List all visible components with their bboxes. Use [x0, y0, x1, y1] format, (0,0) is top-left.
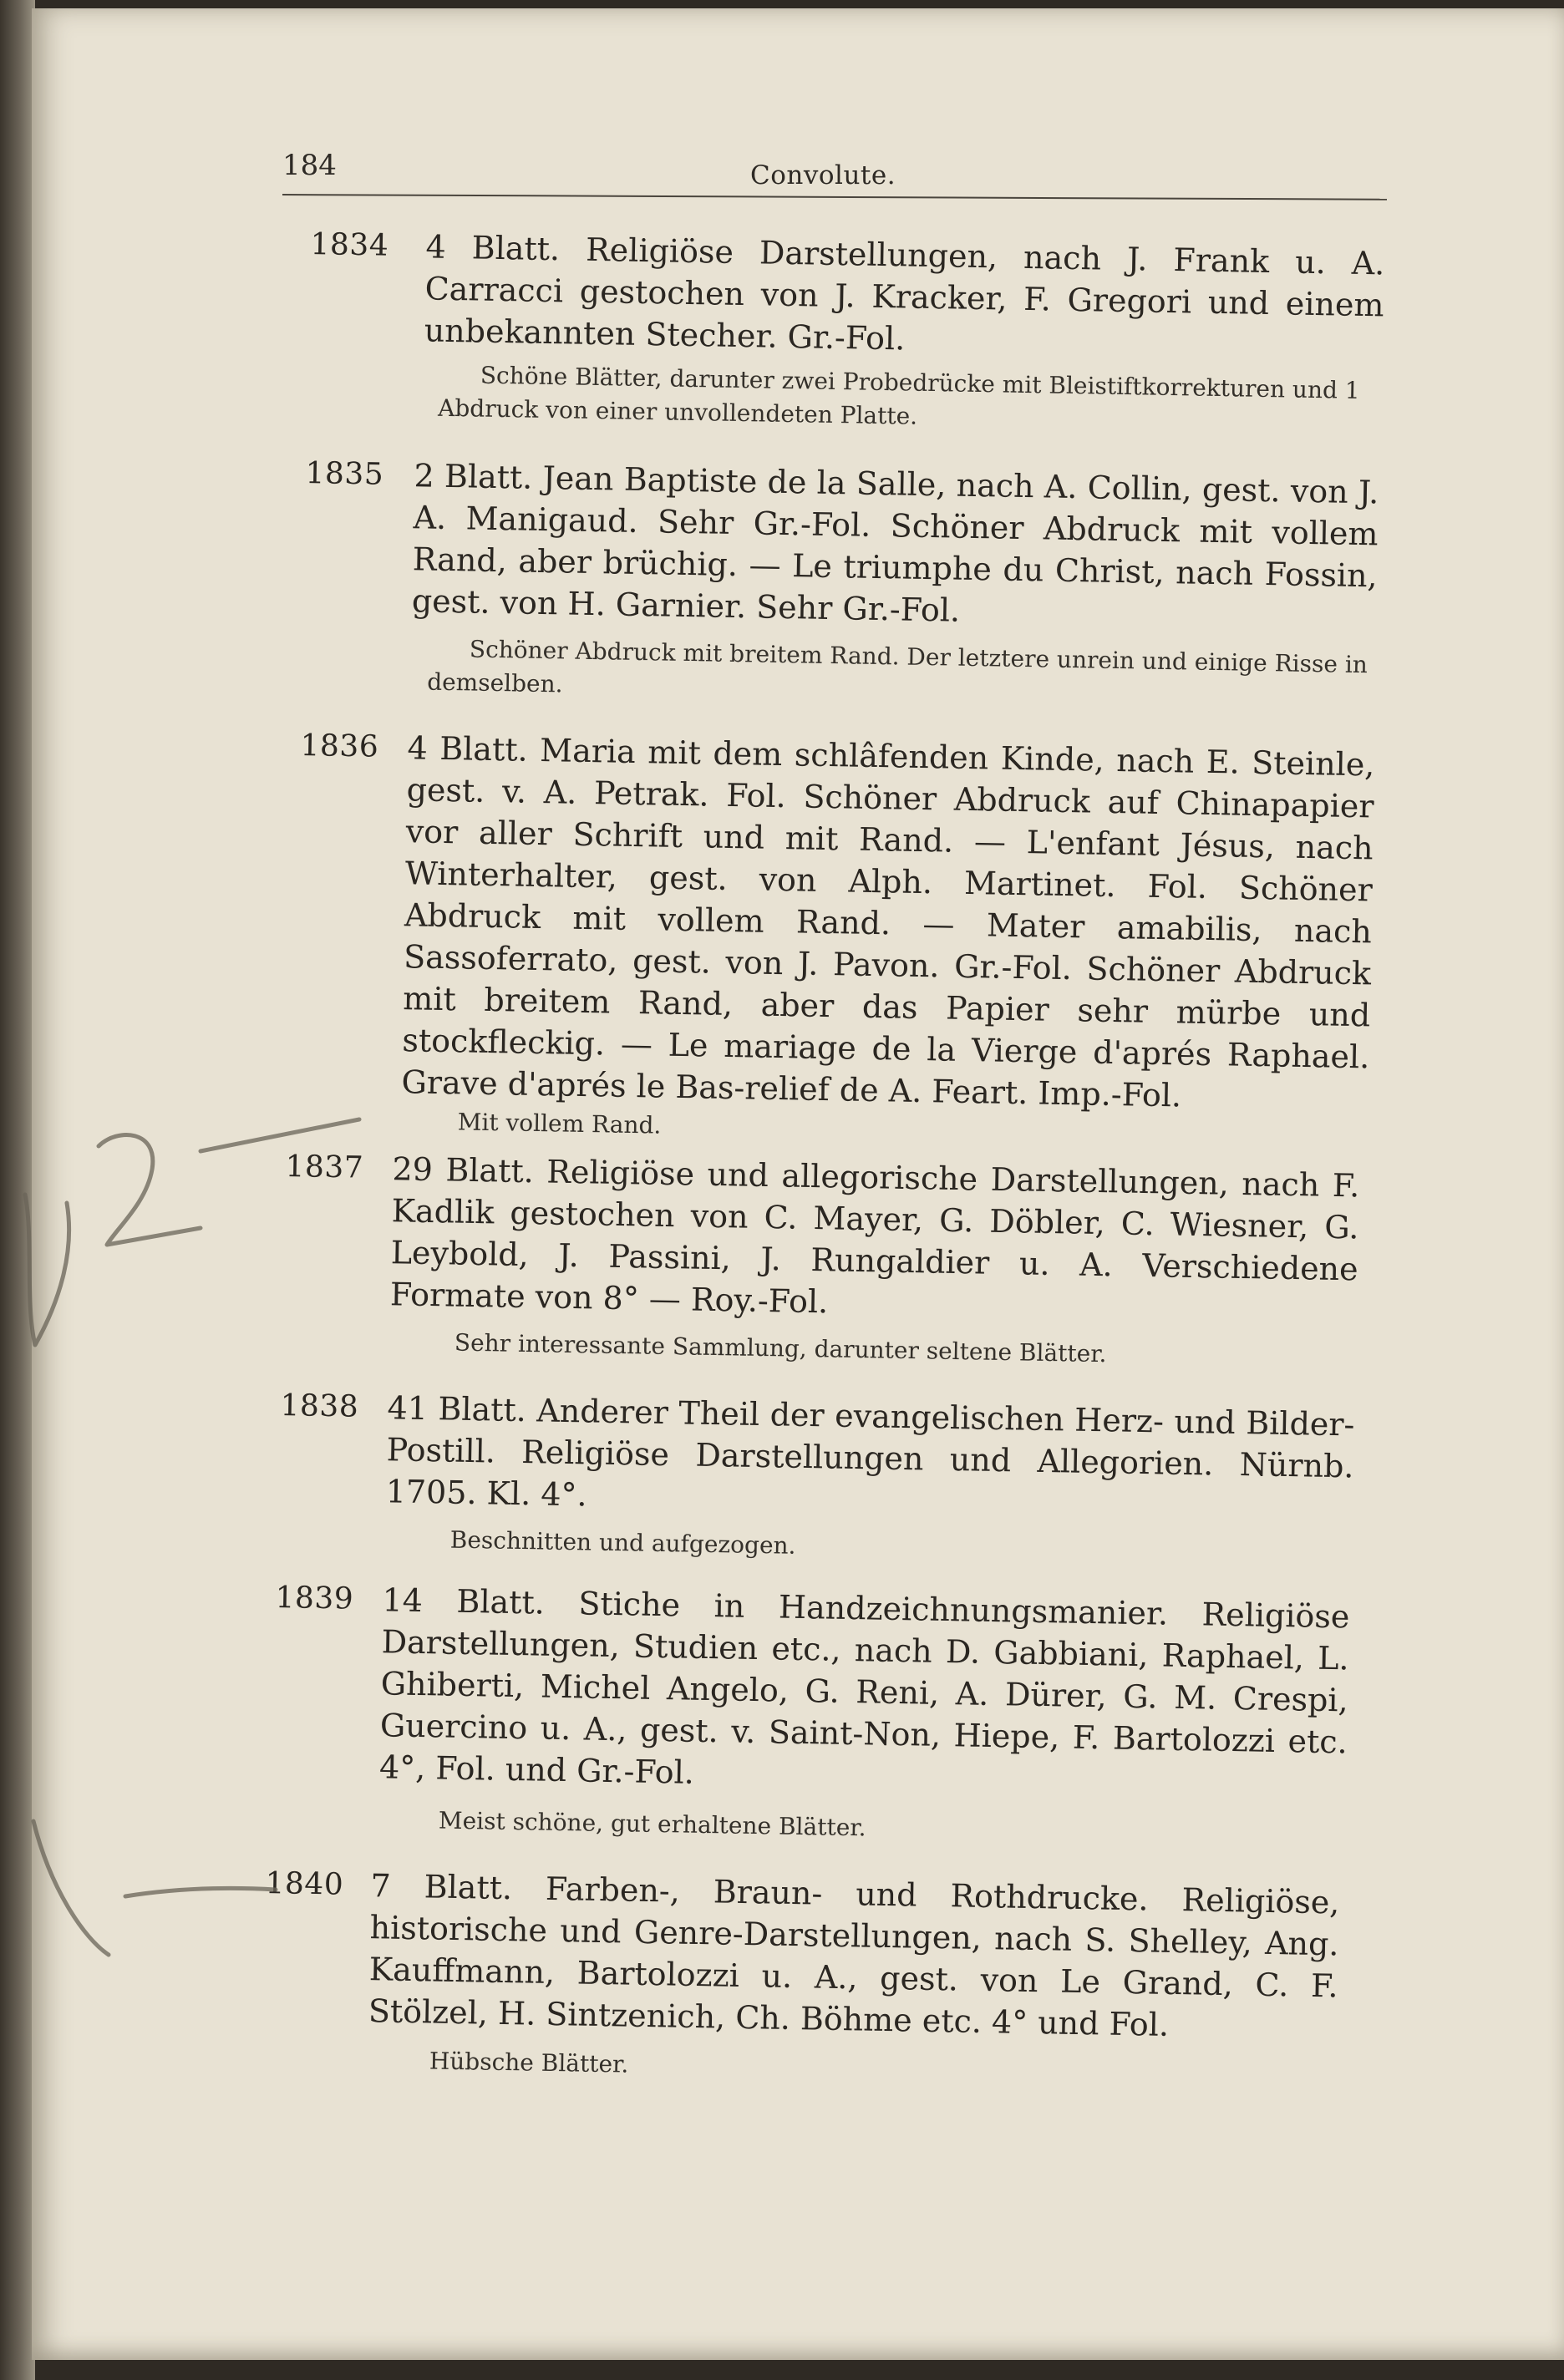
- entry-note: Hübsche Blätter.: [429, 2047, 629, 2078]
- entry-description: 4 Blatt. Religiöse Darstellungen, nach J. Frank u. A. Carracci gestochen von J. Kracker, F. Gregori und einem unbekannten Stecher. Gr.-Fol.: [424, 228, 1385, 358]
- lot-number: 1836: [300, 728, 379, 764]
- entry-note: Schöne Blätter, darunter zwei Probedrücke mit Bleistiftkorrekturen und 1 Abdruck von einer unvollendeten Platte.: [437, 361, 1360, 430]
- lot-number: 1840: [265, 1865, 344, 1902]
- entry-description: 41 Blatt. Anderer Theil der evangelischen Herz- und Bilder-Postill. Religiöse Darstellungen und Allegorien. Nürnb. 1705. Kl. 4°.: [385, 1389, 1355, 1514]
- entry-description: 2 Blatt. Jean Baptiste de la Salle, nach A. Collin, gest. von J. A. Manigaud. Sehr Gr.-Fol. Schöner Abdruck mit vollem Rand, aber brüchig. — Le triumphe du Christ, nach Fossin, gest. von H. Garnier. Sehr Gr.-Fol.: [411, 457, 1379, 629]
- lot-number: 1834: [310, 226, 389, 263]
- entry-description: 14 Blatt. Stiche in Handzeichnungsmanier. Religiöse Darstellungen, Studien etc., nach D. Gabbiani, Raphael, L. Ghiberti, Michel Angelo, G. Reni, A. Dürer, G. M. Crespi, Guercino u. A., gest. v. Saint-Non, Hiepe, F. Bartolozzi etc. 4°, Fol. und Gr.-Fol.: [378, 1581, 1350, 1791]
- lot-number: 1837: [285, 1149, 364, 1185]
- entry-note: Schöner Abdruck mit breitem Rand. Der letztere unrein und einige Risse in demselben.: [426, 635, 1368, 698]
- entry-note: Beschnitten und aufgezogen.: [449, 1525, 796, 1560]
- lot-number: 1838: [280, 1388, 359, 1424]
- running-head: Convolute.: [750, 160, 896, 190]
- entry-note: Sehr interessante Sammlung, darunter seltene Blätter.: [454, 1328, 1107, 1368]
- entry-description: 7 Blatt. Farben-, Braun- und Rothdrucke. Religiöse, historische und Genre-Darstellungen, nach S. Shelley, Ang. Kauffmann, Bartolozzi u. A., gest. von Le Grand, C. F. Stölzel, H. Sintzenich, Ch. Böhme etc. 4° und Fol.: [368, 1867, 1340, 2043]
- entry-note: Mit vollem Rand.: [457, 1108, 662, 1139]
- book-spine: [0, 0, 35, 2380]
- page-number: 184: [282, 149, 337, 182]
- entry-note: Meist schöne, gut erhaltene Blätter.: [438, 1806, 866, 1842]
- entry-description: 4 Blatt. Maria mit dem schlâfenden Kinde, nach E. Steinle, gest. v. A. Petrak. Fol. Schöner Abdruck auf Chinapapier vor aller Schrift und mit Rand. — L'enfant Jésus, nach Winterhalter, gest. von Alph. Martinet. Fol. Schöner Abdruck mit vollem Rand. — Mater amabilis, nach Sassoferrato, gest. von J. Pavon. Gr.-Fol. Schöner Abdruck mit breitem Rand, aber das Papier sehr mürbe und stockfleckig. — Le mariage de la Vierge d'aprés Raphael. Grave d'aprés le Bas-relief de A. Feart. Imp.-Fol.: [401, 729, 1375, 1114]
- entry-description: 29 Blatt. Religiöse und allegorische Darstellungen, nach F. Kadlik gestochen von C. Mayer, G. Döbler, C. Wiesner, G. Leybold, J. Passini, J. Rungaldier u. A. Verschiedene Formate von 8° — Roy.-Fol.: [389, 1150, 1360, 1321]
- lot-number: 1835: [305, 455, 384, 492]
- lot-number: 1839: [275, 1580, 354, 1616]
